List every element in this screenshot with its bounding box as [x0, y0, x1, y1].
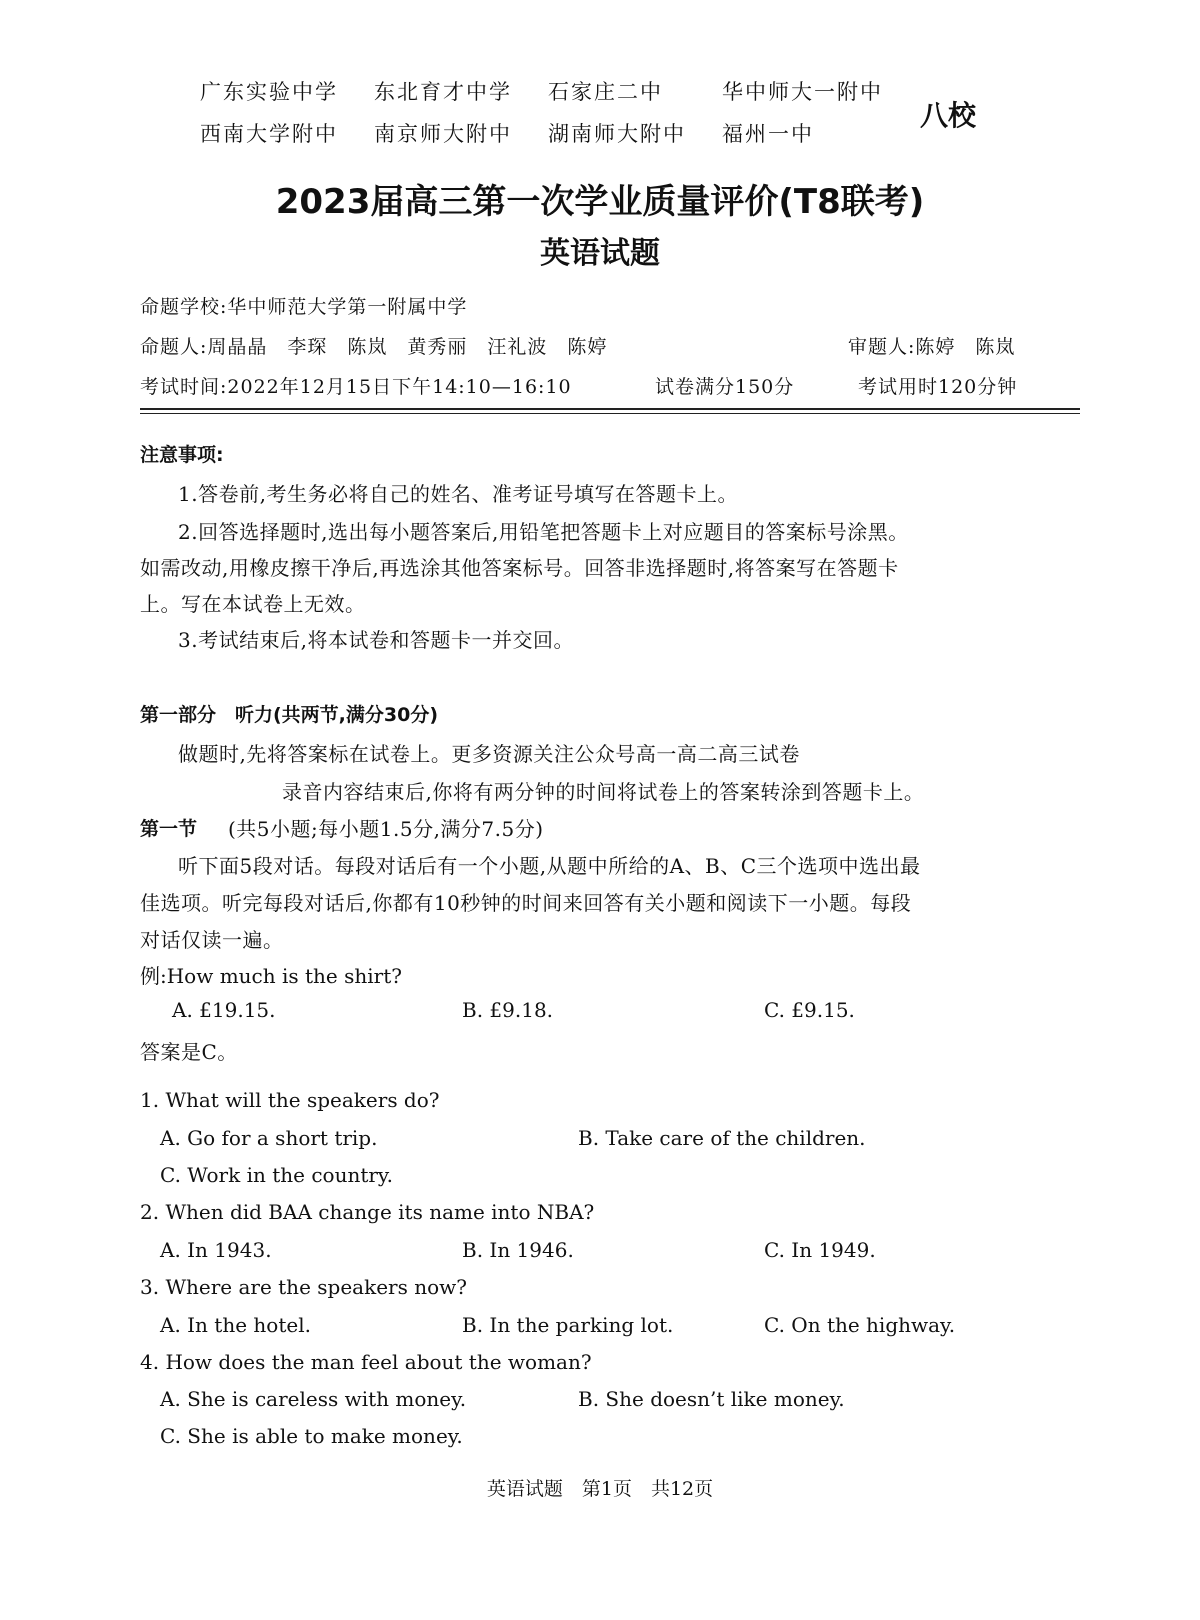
notice-item: 如需改动,用橡皮擦干净后,再选涂其他答案标号。回答非选择题时,将答案写在答题卡: [140, 556, 899, 580]
exam-time: 考试时间:2022年12月15日下午14:10—16:10: [140, 376, 572, 398]
school-name: 石家庄二中: [548, 80, 663, 104]
section-label: 第一节: [140, 818, 198, 840]
option-a: A. Go for a short trip.: [160, 1126, 378, 1150]
divider-line: [140, 413, 1080, 414]
divider-line: [140, 408, 1080, 410]
school-name: 湖南师大附中: [548, 122, 686, 146]
section-info: (共5小题;每小题1.5分,满分7.5分): [228, 817, 544, 841]
example-option-c: C. £9.15.: [764, 998, 855, 1022]
option-b: B. She doesn’t like money.: [578, 1387, 845, 1411]
notice-item: 1.答卷前,考生务必将自己的姓名、准考证号填写在答题卡上。: [178, 482, 738, 506]
option-a: A. In 1943.: [160, 1238, 272, 1262]
notice-item: 2.回答选择题时,选出每小题答案后,用铅笔把答题卡上对应题目的答案标号涂黑。: [178, 520, 909, 544]
question-text: 3. Where are the speakers now?: [140, 1275, 467, 1299]
example-option-a: A. £19.15.: [172, 998, 276, 1022]
option-c: C. In 1949.: [764, 1238, 876, 1262]
example-question: 例:How much is the shirt?: [140, 964, 402, 988]
setter-school: 命题学校:华中师范大学第一附属中学: [140, 296, 468, 318]
option-b: B. Take care of the children.: [578, 1126, 866, 1150]
school-name: 华中师大一附中: [722, 80, 883, 104]
page-footer: 英语试题 第1页 共12页: [486, 1478, 714, 1500]
section-instruction: 听下面5段对话。每段对话后有一个小题,从题中所给的A、B、C三个选项中选出最: [178, 854, 921, 878]
part-heading: 第一部分 听力(共两节,满分30分): [140, 704, 439, 726]
option-c: C. On the highway.: [764, 1313, 956, 1337]
notice-heading: 注意事项:: [140, 444, 224, 466]
option-b: B. In the parking lot.: [462, 1313, 674, 1337]
section-instruction: 佳选项。听完每段对话后,你都有10秒钟的时间来回答有关小题和阅读下一小题。每段: [140, 891, 912, 915]
question-authors: 命题人:周晶晶 李琛 陈岚 黄秀丽 汪礼波 陈婷: [140, 336, 608, 358]
example-answer: 答案是C。: [140, 1040, 238, 1064]
part-instruction: 录音内容结束后,你将有两分钟的时间将试卷上的答案转涂到答题卡上。: [282, 780, 925, 804]
question-text: 4. How does the man feel about the woman?: [140, 1350, 592, 1374]
question-text: 1. What will the speakers do?: [140, 1088, 440, 1112]
reviewers: 审题人:陈婷 陈岚: [848, 336, 1016, 358]
example-option-b: B. £9.18.: [462, 998, 554, 1022]
notice-item: 3.考试结束后,将本试卷和答题卡一并交回。: [178, 628, 574, 652]
exam-subtitle: 英语试题: [540, 236, 660, 271]
part-instruction: 做题时,先将答案标在试卷上。更多资源关注公众号高一高二高三试卷: [178, 742, 800, 766]
notice-item: 上。写在本试卷上无效。: [140, 592, 366, 616]
option-a: A. In the hotel.: [160, 1313, 311, 1337]
option-a: A. She is careless with money.: [160, 1387, 467, 1411]
exam-duration: 考试用时120分钟: [858, 376, 1018, 398]
school-name: 南京师大附中: [374, 122, 512, 146]
school-name: 广东实验中学: [200, 80, 338, 104]
school-name: 福州一中: [722, 122, 814, 146]
option-b: B. In 1946.: [462, 1238, 574, 1262]
question-text: 2. When did BAA change its name into NBA?: [140, 1200, 595, 1224]
school-name: 西南大学附中: [200, 122, 338, 146]
option-c: C. Work in the country.: [160, 1163, 393, 1187]
section-instruction: 对话仅读一遍。: [140, 928, 284, 952]
full-score: 试卷满分150分: [655, 376, 795, 398]
exam-title: 2023届高三第一次学业质量评价(T8联考): [275, 182, 925, 222]
eight-schools-label: 八校: [920, 99, 977, 132]
option-c: C. She is able to make money.: [160, 1424, 463, 1448]
school-name: 东北育才中学: [374, 80, 512, 104]
